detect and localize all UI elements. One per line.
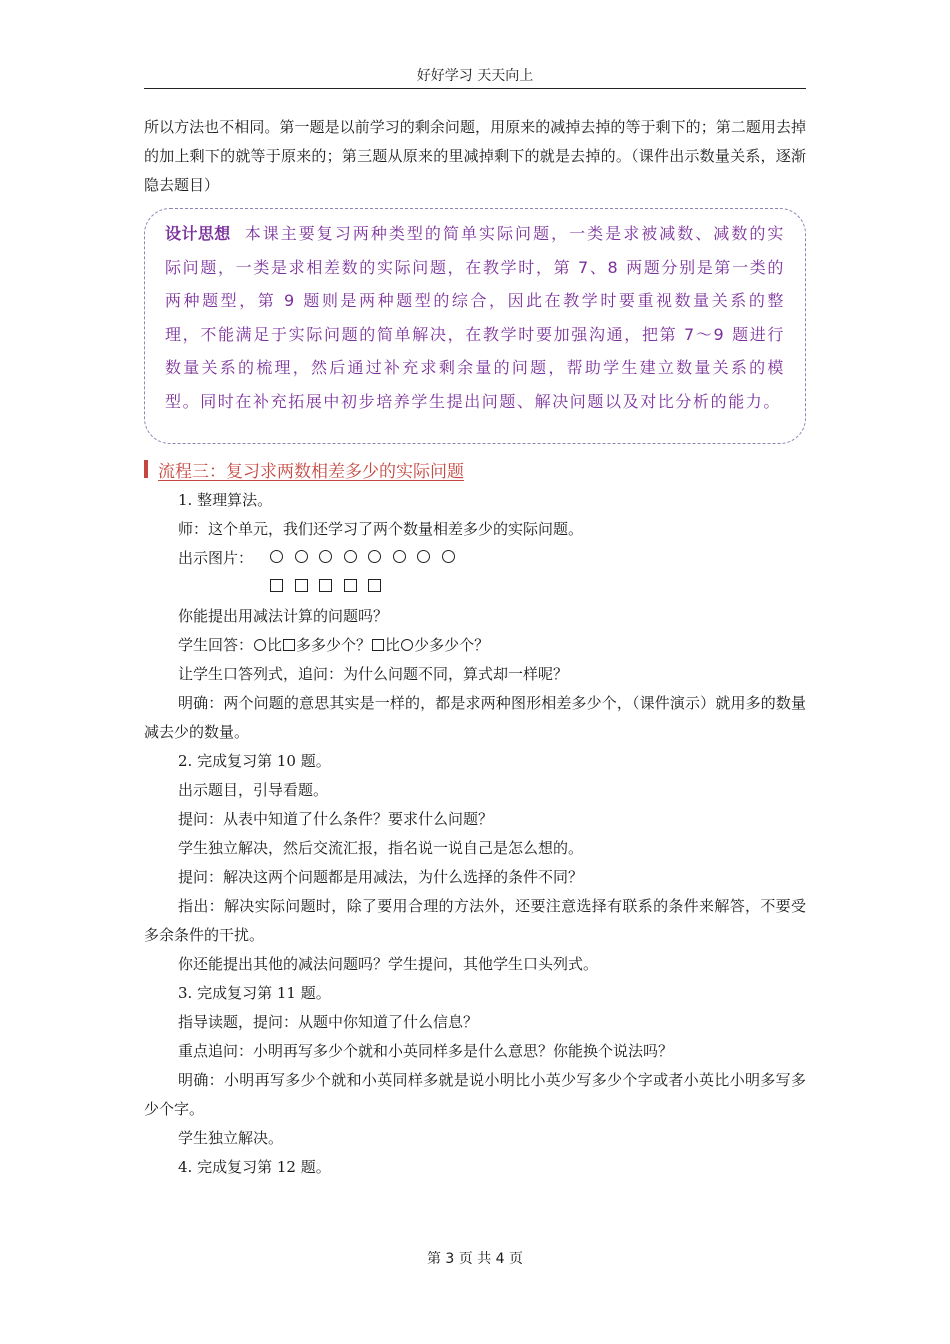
question-prompt: 你能提出用减法计算的问题吗？ (178, 607, 389, 625)
independent-work: 学生独立解决，然后交流汇报，指名说一说自己是怎么想的。 (178, 839, 584, 857)
square-shapes (270, 573, 393, 602)
circle-shapes (270, 544, 466, 573)
circle-shape (368, 550, 381, 563)
square-icon (283, 639, 295, 651)
step-4: 4. 完成复习第 12 题。 (178, 1158, 331, 1176)
circle-shape (295, 550, 308, 563)
step-1: 1. 整理算法。 (178, 491, 273, 509)
step-3: 3. 完成复习第 11 题。 (178, 984, 331, 1002)
question-1: 提问：从表中知道了什么条件？要求什么问题？ (178, 810, 494, 828)
circle-shape (344, 550, 357, 563)
point-out: 指出：解决实际问题时，除了要用合理的方法外，还要注意选择有联系的条件来解答，不要受多余条件的干扰。 (144, 897, 806, 944)
page-content (144, 113, 806, 1182)
independent-solve: 学生独立解决。 (178, 1129, 284, 1147)
section-marker-bar (144, 460, 148, 478)
clarification: 明确：两个问题的意思其实是一样的，都是求两种图形相差多少个，（课件演示）就用多的数量减去少的数量。 (144, 694, 806, 741)
section-heading-text: 流程三：复习求两数相差多少的实际问题 (158, 461, 464, 482)
circle-shape (417, 550, 430, 563)
square-shape (319, 579, 332, 592)
student-answer: 学生回答： 比 多多少个？ 比 少多少个？ (178, 636, 490, 654)
design-idea-box (144, 208, 806, 444)
other-questions: 你还能提出其他的减法问题吗？学生提问，其他学生口头列式。 (178, 955, 599, 973)
design-idea-body: 本课主要复习两种类型的简单实际问题，一类是求被减数、减数的实际问题，一类是求相差数的实际问题，在教学时，第 7、8 两题分别是第一类的两种题型，第 9 题则是两种题型的综合，因此在教学时要重视数量关系的整理，不能满足于实际问题的简单解决，在教学时要加强沟通，把第 7～9 题进行数量关系的梳理，然后通过补充求剩余量的问题，帮助学生建立数量关系的模型。同时在补充拓展中初步培养学生提出问题、解决问题以及对比分析的能力。 (165, 224, 785, 411)
square-shape (295, 579, 308, 592)
reading-guide: 指导读题，提问：从题中你知道了什么信息？ (178, 1013, 479, 1031)
design-idea-text (165, 217, 785, 418)
square-icon (372, 639, 384, 651)
intro-paragraph: 所以方法也不相同。第一题是以前学习的剩余问题，用原来的减掉去掉的等于剩下的；第二题用去掉的加上剩下的就等于原来的；第三题从原来的里减掉剩下的就是去掉的。（课件出示数量关系，逐渐隐去题目） (144, 118, 806, 194)
follow-up-question: 让学生口答列式，追问：为什么问题不同，算式却一样呢？ (178, 665, 569, 683)
square-shape (270, 579, 283, 592)
clarification-2: 明确：小明再写多少个就和小英同样多就是说小明比小英少写多少个字或者小英比小明多写多少个字。 (144, 1071, 806, 1118)
key-question: 重点追问：小明再写多少个就和小英同样多是什么意思？你能换个说法吗？ (178, 1042, 674, 1060)
design-idea-title: 设计思想 (165, 224, 231, 243)
square-shape (344, 579, 357, 592)
section-heading (144, 456, 806, 482)
circle-shape (442, 550, 455, 563)
step-2: 2. 完成复习第 10 题。 (178, 752, 331, 770)
page-header: 好好学习 天天向上 (144, 66, 806, 89)
show-problem: 出示题目，引导看题。 (178, 781, 329, 799)
circle-icon (401, 639, 413, 651)
circle-shape (270, 550, 283, 563)
shapes-circles-row (144, 544, 806, 573)
question-2: 提问：解决这两个问题都是用减法，为什么选择的条件不同？ (178, 868, 584, 886)
teacher-line: 师：这个单元，我们还学习了两个数量相差多少的实际问题。 (178, 520, 584, 538)
shapes-squares-row (144, 573, 806, 602)
shapes-label: 出示图片： (178, 549, 254, 567)
square-shape (368, 579, 381, 592)
circle-shape (393, 550, 406, 563)
circle-icon (254, 639, 266, 651)
page-footer: 第 3 页 共 4 页 (426, 1251, 524, 1267)
circle-shape (319, 550, 332, 563)
